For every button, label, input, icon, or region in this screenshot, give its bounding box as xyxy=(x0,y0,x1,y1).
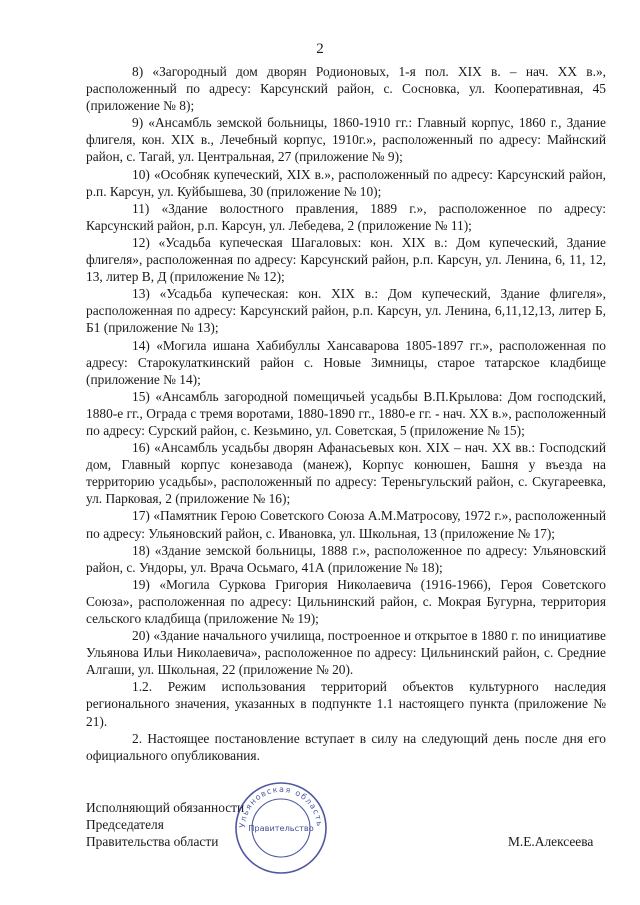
signature-title-line-3: Правительства области xyxy=(86,834,219,849)
list-item-20: 20) «Здание начального училища, построенное и открытое в 1880 г. по инициативе Ульянова Ильи Николаевича», расположенное по адресу: Цильнинский район, с. Средние Алгаши, ул. Школьная, 22 (приложение № 20). xyxy=(86,628,606,678)
list-item-14: 14) «Могила ишана Хабибуллы Хансаварова 1805-1897 гг.», расположенная по адресу: Старокулаткинский район с. Новые Зимницы, старое татарское кладбище (приложение № 14); xyxy=(86,337,606,387)
svg-text:Ульяновская область xyxy=(238,785,324,828)
list-item-13: 13) «Усадьба купеческая: кон. XIX в.: Дом купеческий, Здание флигеля», расположенная по адресу: Карсунский район, р.п. Карсун, ул. Ленина, 6,11,12,13, литер Б, Б1 (приложение № 13); xyxy=(86,286,606,336)
document-body xyxy=(86,63,606,764)
signature-title-line-2: Председателя xyxy=(86,817,164,832)
page-number: 2 xyxy=(316,41,324,57)
clause-2: 2. Настоящее постановление вступает в силу на следующий день после дня его официального опубликования. xyxy=(86,730,606,763)
list-item-15: 15) «Ансамбль загородной помещичьей усадьбы В.П.Крылова: Дом господский, 1880-е гг., Ограда с тремя воротами, 1880-1890 гг., 1880-е гг. - нач. XX в.», расположенный по адресу: Сурский район, с. Кезьмино, ул. Советская, 5 (приложение № 15); xyxy=(86,388,606,438)
list-item-12: 12) «Усадьба купеческая Шагаловых: кон. XIX в.: Дом купеческий, Здание флигеля», расположенная по адресу: Карсунский район, р.п. Карсун, ул. Ленина, 6, 11, 12, 13, литер В, Д (приложение № 12); xyxy=(86,234,606,285)
signature-block xyxy=(86,799,606,859)
seal-ring-text: Ульяновская область xyxy=(237,784,325,829)
clause-1-2: 1.2. Режим использования территорий объектов культурного наследия регионального значения, указанных в подпункте 1.1 настоящего пункта (приложение № 21). xyxy=(86,679,606,729)
list-item-8: 8) «Загородный дом дворян Родионовых, 1-я пол. XIX в. – нач. XX в.», расположенный по адресу: Карсунский район, с. Сосновка, ул. Кооперативная, 45 (приложение № 8); xyxy=(86,64,606,114)
list-item-19: 19) «Могила Суркова Григория Николаевича (1916-1966), Героя Советского Союза», расположенная по адресу: Цильнинский район, с. Мокрая Бугурна, территория сельского кладбища (приложение № 19); xyxy=(86,576,606,626)
signatory-name: М.Е.Алексеева xyxy=(508,834,594,849)
seal-graphic xyxy=(233,780,329,876)
list-item-16: 16) «Ансамбль усадьбы дворян Афанасьевых кон. XIX – нач. XX вв.: Господский дом, Главный корпус конезавода (манеж), Корпус конюшен, Башня у въезда на территорию усадьбы», расположенный по адресу: Тереньгульский район, с. Скугареевка, ул. Парковая, 2 (приложение № 16); xyxy=(86,440,606,507)
list-item-11: 11) «Здание волостного правления, 1889 г.», расположенное по адресу: Карсунский район, р.п. Карсун, ул. Лебедева, 2 (приложение № 11); xyxy=(86,200,606,233)
list-item-18: 18) «Здание земской больницы, 1888 г.», расположенное по адресу: Ульяновский район, с. Ундоры, ул. Врача Осьмаго, 41А (приложение № 18); xyxy=(86,542,606,575)
list-item-10: 10) «Особняк купеческий, XIX в.», расположенный по адресу: Карсунский район, р.п. Карсун, ул. Куйбышева, 30 (приложение № 10); xyxy=(86,166,606,199)
list-item-9: 9) «Ансамбль земской больницы, 1860-1910 гг.: Главный корпус, 1860 г., Здание флигеля, кон. XIX в., Лечебный корпус, 1910г.», расположенный по адресу: Майнский район, с. Тагай, ул. Центральная, 27 (приложение № 9); xyxy=(86,115,606,165)
seal-center-text: Правительство xyxy=(248,823,314,833)
list-item-17: 17) «Памятник Герою Советского Союза А.М.Матросову, 1972 г.», расположенный по адресу: Ульяновский район, с. Ивановка, ул. Школьная, 13 (приложение № 17); xyxy=(86,508,606,541)
signature-title-line-1: Исполняющий обязанности xyxy=(86,800,245,815)
official-seal-stamp xyxy=(233,780,329,876)
